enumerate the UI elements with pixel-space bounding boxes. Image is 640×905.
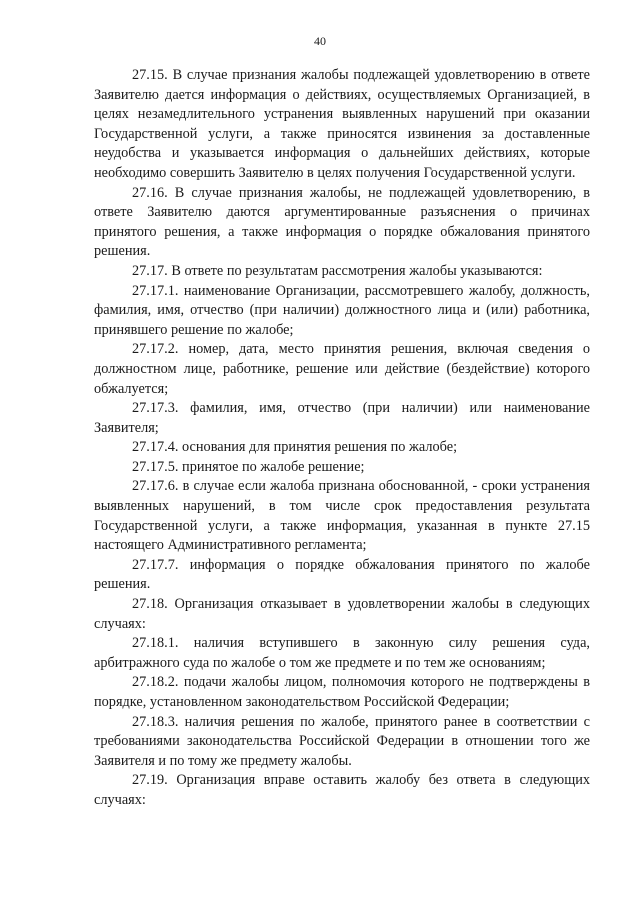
paragraph-text: наличия вступившего в законную силу решения суда, арбитражного суда по жалобе о том же предмете и по тем же основаниям; xyxy=(94,635,590,671)
paragraph-text: Организация вправе оставить жалобу без ответа в следующих случаях: xyxy=(94,772,591,808)
paragraph-text: В случае признания жалобы, не подлежащей удовлетворению, в ответе Заявителю даются аргументированные разъяснения о причинах принятого решения, а также информация о порядке обжалования принятого решения. xyxy=(94,184,590,260)
paragraph-number: 27.18. xyxy=(132,596,168,613)
paragraph-number: 27.17.4. xyxy=(132,439,179,456)
paragraph-27-17-5 xyxy=(94,458,590,478)
paragraph-27-18-1 xyxy=(94,634,590,673)
paragraph-number: 27.17. xyxy=(132,262,168,279)
paragraph-27-16 xyxy=(94,184,590,262)
paragraph-text: в случае если жалоба признана обоснованной, - сроки устранения выявленных нарушений, в том числе срок предоставления результата Государственной услуги, а также информация, указанная в пункте 27.15 настоящего Административного регламента; xyxy=(94,478,590,554)
document-body xyxy=(94,66,590,811)
paragraph-number: 27.19. xyxy=(132,772,168,789)
paragraph-27-17-1 xyxy=(94,282,590,341)
paragraph-number: 27.15. xyxy=(132,67,168,83)
paragraph-text: номер, дата, место принятия решения, включая сведения о должностном лице, работнике, решение или действие (бездействие) которого обжалуется; xyxy=(94,341,591,397)
paragraph-text: наименование Организации, рассмотревшего жалобу, должность, фамилия, имя, отчество (при наличии) должностного лица и (или) работника, принявшего решение по жалобе; xyxy=(94,282,590,338)
paragraph-27-18 xyxy=(94,595,590,634)
paragraph-text: информация о порядке обжалования принятого по жалобе решения. xyxy=(94,556,590,593)
paragraph-text: В ответе по результатам рассмотрения жалобы указываются: xyxy=(171,262,543,279)
paragraph-text: фамилия, имя, отчество (при наличии) или наименование Заявителя; xyxy=(94,400,590,436)
paragraph-text: принятое по жалобе решение; xyxy=(182,458,365,475)
page-number: 40 xyxy=(314,34,326,48)
paragraph-text: основания для принятия решения по жалобе; xyxy=(182,439,458,456)
paragraph-27-18-2 xyxy=(94,673,590,712)
paragraph-number: 27.17.2. xyxy=(132,341,179,358)
paragraph-text: подачи жалобы лицом, полномочия которого не подтверждены в порядке, установленном законодательством Российской Федерации; xyxy=(94,674,590,710)
paragraph-27-17-4 xyxy=(94,438,590,458)
paragraph-27-17-7 xyxy=(94,556,590,595)
paragraph-27-17 xyxy=(94,262,590,282)
paragraph-27-18-3 xyxy=(94,713,590,772)
paragraph-number: 27.18.1. xyxy=(132,635,179,652)
paragraph-number: 27.17.1. xyxy=(132,282,179,299)
paragraph-text: наличия решения по жалобе, принятого ранее в соответствии с требованиями законодательства Российской Федерации в отношении того же Заявителя и по тому же предмету жалобы. xyxy=(94,713,590,769)
paragraph-number: 27.17.5. xyxy=(132,458,179,475)
paragraph-27-19 xyxy=(94,771,590,810)
paragraph-27-17-6 xyxy=(94,477,590,555)
paragraph-27-17-3 xyxy=(94,399,590,438)
paragraph-number: 27.17.6. xyxy=(132,478,179,495)
paragraph-number: 27.18.2. xyxy=(132,674,179,691)
paragraph-text: В случае признания жалобы подлежащей удовлетворению в ответе Заявителю дается информация о действиях, осуществляемых Организацией, в целях незамедлительного устранения выявленных нарушений при оказании Государственной услуги, а также приносятся извинения за доставленные неудобства и указывается информация о дальнейших действиях, которые необходимо совершить Заявителю в целях получения Государственной услуги. xyxy=(94,67,590,181)
paragraph-number: 27.17.7. xyxy=(132,556,179,573)
paragraph-27-15 xyxy=(94,66,590,184)
paragraph-number: 27.18.3. xyxy=(132,713,179,730)
paragraph-number: 27.17.3. xyxy=(132,400,179,417)
paragraph-27-17-2 xyxy=(94,340,590,399)
paragraph-text: Организация отказывает в удовлетворении жалобы в следующих случаях: xyxy=(94,596,590,632)
paragraph-number: 27.16. xyxy=(132,184,168,201)
